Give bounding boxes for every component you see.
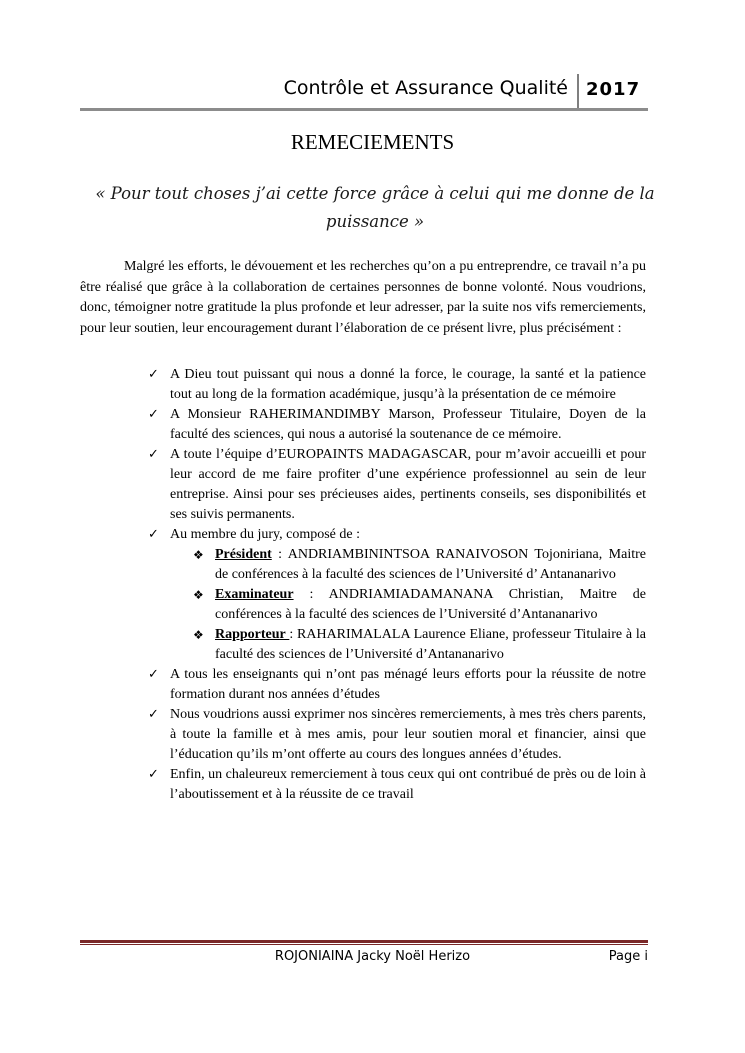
- jury-item: [193, 545, 646, 585]
- check-icon: ✓: [148, 667, 159, 682]
- list-item-text: A Dieu tout puissant qui nous a donné la force, le courage, la santé et la patience tout au long de la formation académique, jusqu’à la présentation de ce mémoire: [170, 367, 646, 402]
- list-item: [148, 445, 646, 525]
- list-item: [148, 765, 646, 805]
- diamond-icon: ❖: [193, 628, 204, 642]
- diamond-icon: ❖: [193, 588, 204, 602]
- jury-item: [193, 625, 646, 665]
- list-item-text: Enfin, un chaleureux remerciement à tous ceux qui ont contribué de près ou de loin à l’aboutissement et à la réussite de ce travail: [170, 767, 646, 802]
- check-icon: ✓: [148, 367, 159, 382]
- acknowledgement-list: [148, 365, 646, 805]
- diamond-icon: ❖: [193, 548, 204, 562]
- jury-item: [193, 585, 646, 625]
- footer-page-number: Page i: [608, 949, 648, 964]
- page-title: REMECIEMENTS: [290, 130, 455, 154]
- dedication-quote: « Pour tout choses j’ai cette force grâce à celui qui me donne de la puissance »: [95, 184, 655, 231]
- header-rule: [80, 108, 648, 111]
- list-item-text: A toute l’équipe d’EUROPAINTS MADAGASCAR, pour m’avoir accueilli et pour leur accord de me faire profiter d’une expérience professionnel au sein de leur entreprise. Ainsi pour ses précieuses aides, pertinents conseils, ses disponibilités et ses suivis permanents.: [170, 447, 646, 522]
- page-header: [80, 74, 648, 110]
- list-item: [148, 705, 646, 765]
- list-item: [148, 665, 646, 705]
- header-title: Contrôle et Assurance Qualité: [283, 77, 568, 99]
- footer-rule: [80, 940, 648, 943]
- list-item-text: Nous voudrions aussi exprimer nos sincères remerciements, à mes très chers parents, à toute la famille et à mes amis, pour leur soutien moral et financier, ainsi que l’éducation qu’ils m’ont offerte au cours des longues années d’études.: [170, 707, 646, 762]
- header-separator: [577, 74, 579, 110]
- jury-list: [170, 545, 646, 665]
- jury-text: : ANDRIAMBININTSOA RANAIVOSON Tojoniriana, Maitre de conférences à la faculté des sciences de l’Université d’ Antananarivo: [215, 547, 646, 582]
- header-year: 2017: [586, 79, 641, 100]
- check-icon: ✓: [148, 707, 159, 722]
- footer-rule-thin: [80, 944, 648, 945]
- list-item-text: A tous les enseignants qui n’ont pas ménagé leurs efforts pour la réussite de notre formation durant nos années d’études: [170, 667, 646, 702]
- list-item: [148, 525, 646, 665]
- check-icon: ✓: [148, 447, 159, 462]
- jury-text: : ANDRIAMIADAMANANA Christian, Maitre de conférences à la faculté des sciences de l’Université d’Antananarivo: [215, 587, 646, 622]
- intro-paragraph: Malgré les efforts, le dévouement et les recherches qu’on a pu entreprendre, ce travail n’a pu être réalisé que grâce à la collaboration de certaines personnes de bonne volonté. Nous voudrions, donc, témoigner notre gratitude la plus profonde et leur adresser, par la suite nos vifs remerciements, pour leur soutien, leur encouragement durant l’élaboration de ce présent livre, plus précisément :: [80, 259, 646, 336]
- check-icon: ✓: [148, 767, 159, 782]
- list-item-text: Au membre du jury, composé de :: [170, 527, 360, 542]
- footer-author: ROJONIAINA Jacky Noël Herizo: [274, 949, 471, 964]
- jury-text: : RAHARIMALALA Laurence Eliane, professeur Titulaire à la faculté des sciences de l’Université d’Antananarivo: [215, 627, 646, 662]
- jury-role: Rapporteur: [215, 627, 290, 642]
- check-icon: ✓: [148, 527, 159, 542]
- list-item-text: A Monsieur RAHERIMANDIMBY Marson, Professeur Titulaire, Doyen de la faculté des sciences, qui nous a autorisé la soutenance de ce mémoire.: [170, 407, 646, 442]
- check-icon: ✓: [148, 407, 159, 422]
- jury-role: Président: [215, 547, 272, 562]
- list-item: [148, 365, 646, 405]
- jury-role: Examinateur: [215, 587, 294, 602]
- page-title-wrap: [0, 128, 745, 156]
- list-item: [148, 405, 646, 445]
